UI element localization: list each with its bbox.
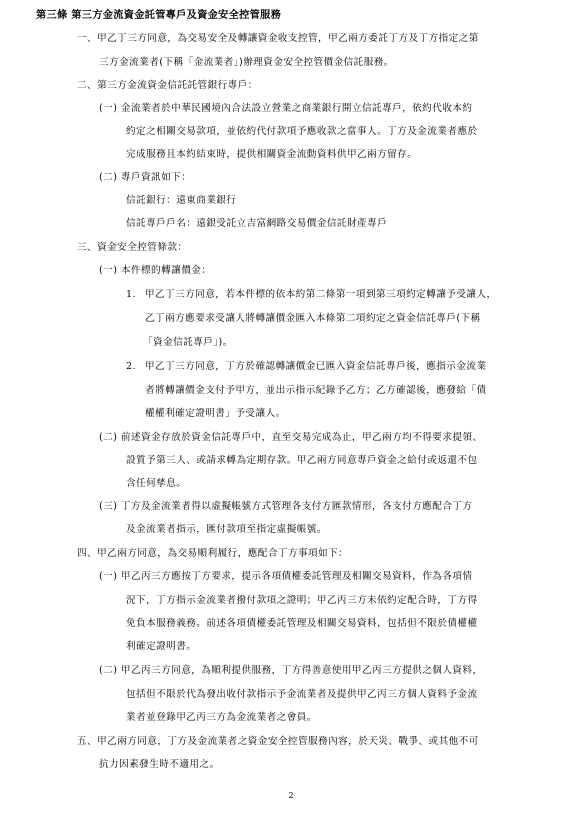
clause-3-2-line-3: 含任何孳息。	[126, 478, 187, 489]
clause-3-3-line-2: 及金流業者指示，匯付款項至指定虛擬帳號。	[126, 524, 327, 535]
item-1-line-1: 甲乙丁三方同意，若本件標的依本約第二條第一項到第三項約定轉讓予受讓人，	[145, 289, 497, 300]
item-1-line-3: 「資金信託專戶」)。	[143, 337, 233, 348]
item-1-number: 1.	[126, 289, 137, 300]
clause-1-line-2: 三方金流業者(下稱「金流業者」)辦理資金安全控管價金信託服務。	[99, 57, 394, 68]
item-1-line-2: 乙丁兩方應要求受讓人將轉讓價金匯入本條第二項約定之資金信託專戶(下稱	[145, 313, 481, 324]
clause-4-heading: 四、甲乙兩方同意，為交易順利履行，應配合丁方事項如下：	[77, 548, 349, 559]
clause-4-2-line-1: (二) 甲乙丙三方同意，為順利提供服務，丁方得善意使用甲乙丙三方提供之個人資料，	[99, 665, 483, 676]
article-title: 第三條 第三方金流資金託管專戶及資金安全控管服務	[36, 10, 282, 21]
clause-2-1-line-3: 完成服務且本約結束時，提供相關資金流動資料供甲乙兩方留存。	[126, 149, 418, 160]
clause-4-1-line-3: 免負本服務義務。前述各項債權委託管理及相關交易資料，包括但不限於債權權	[126, 618, 478, 629]
clause-3-2-line-2: 設質予第三人、或請求轉為定期存款。甲乙兩方同意專戶資金之給付或返還不包	[126, 455, 478, 466]
clause-3-2-line-1: (二) 前述資金存放於資金信託專戶中，直至交易完成為止，甲乙兩方均不得要求提領、	[99, 432, 483, 443]
clause-4-2-line-3: 業者並登錄甲乙丙三方為金流業者之會員。	[126, 712, 317, 723]
clause-2-1-line-2: 約定之相關交易款項，並依約代付款項予應收款之當事人。丁方及金流業者應於	[126, 126, 478, 137]
item-2-line-1: 甲乙丁三方同意，丁方於確認轉讓價金已匯入資金信託專戶後，應指示金流業	[145, 361, 487, 372]
clause-2-2-heading: (二) 專戶資訊如下：	[99, 172, 192, 183]
clause-5-line-1: 五、甲乙兩方同意，丁方及金流業者之資金安全控管服務內容，於天災、戰爭、或其他不可	[77, 736, 479, 747]
clause-2-1-line-1: (一) 金流業者於中華民國境內合法設立營業之商業銀行開立信託專戶，依約代收本約	[99, 103, 473, 114]
clause-2-heading: 二、第三方金流資金信託託管銀行專戶：	[77, 80, 258, 91]
trust-account-name-line: 信託專戶戶名：遠銀受託立吉富網路交易價金信託財產專戶	[126, 218, 388, 229]
clause-3-3-line-1: (三) 丁方及金流業者得以虛擬帳號方式管理各支付方匯款情形，各支付方應配合丁方	[99, 501, 473, 512]
clause-3-1-heading: (一) 本件標的轉讓價金：	[99, 265, 212, 276]
item-2-line-3: 權權利確定證明書」予受讓人。	[145, 408, 286, 419]
item-2-number: 2.	[126, 361, 137, 372]
clause-3-heading: 三、資金安全控管條款：	[77, 242, 188, 253]
clause-1-line-1: 一、甲乙丁三方同意，為交易安全及轉讓資金收支控管，甲乙兩方委託丁方及丁方指定之第	[77, 33, 479, 44]
clause-4-1-line-1: (一) 甲乙丙三方應按丁方要求，提示各項債權委託管理及相關交易資料，作為各項情	[99, 571, 473, 582]
clause-4-2-line-2: 包括但不限於代為發出收付款指示予金流業者及提供甲乙丙三方個人資料予金流	[126, 689, 478, 700]
clause-5-line-2: 抗力因素發生時不適用之。	[99, 759, 220, 770]
trust-bank-line: 信託銀行：遠東商業銀行	[126, 195, 237, 206]
clause-4-1-line-2: 況下，丁方指示金流業者撥付款項之證明；甲乙丙三方未依約定配合時，丁方得	[126, 595, 478, 606]
item-2-line-2: 者將轉讓價金支付予甲方，並出示指示紀錄予乙方；乙方確認後，應發給「債	[145, 385, 487, 396]
clause-4-1-line-4: 利確定證明書。	[126, 641, 197, 652]
page-number: 2	[288, 791, 294, 800]
